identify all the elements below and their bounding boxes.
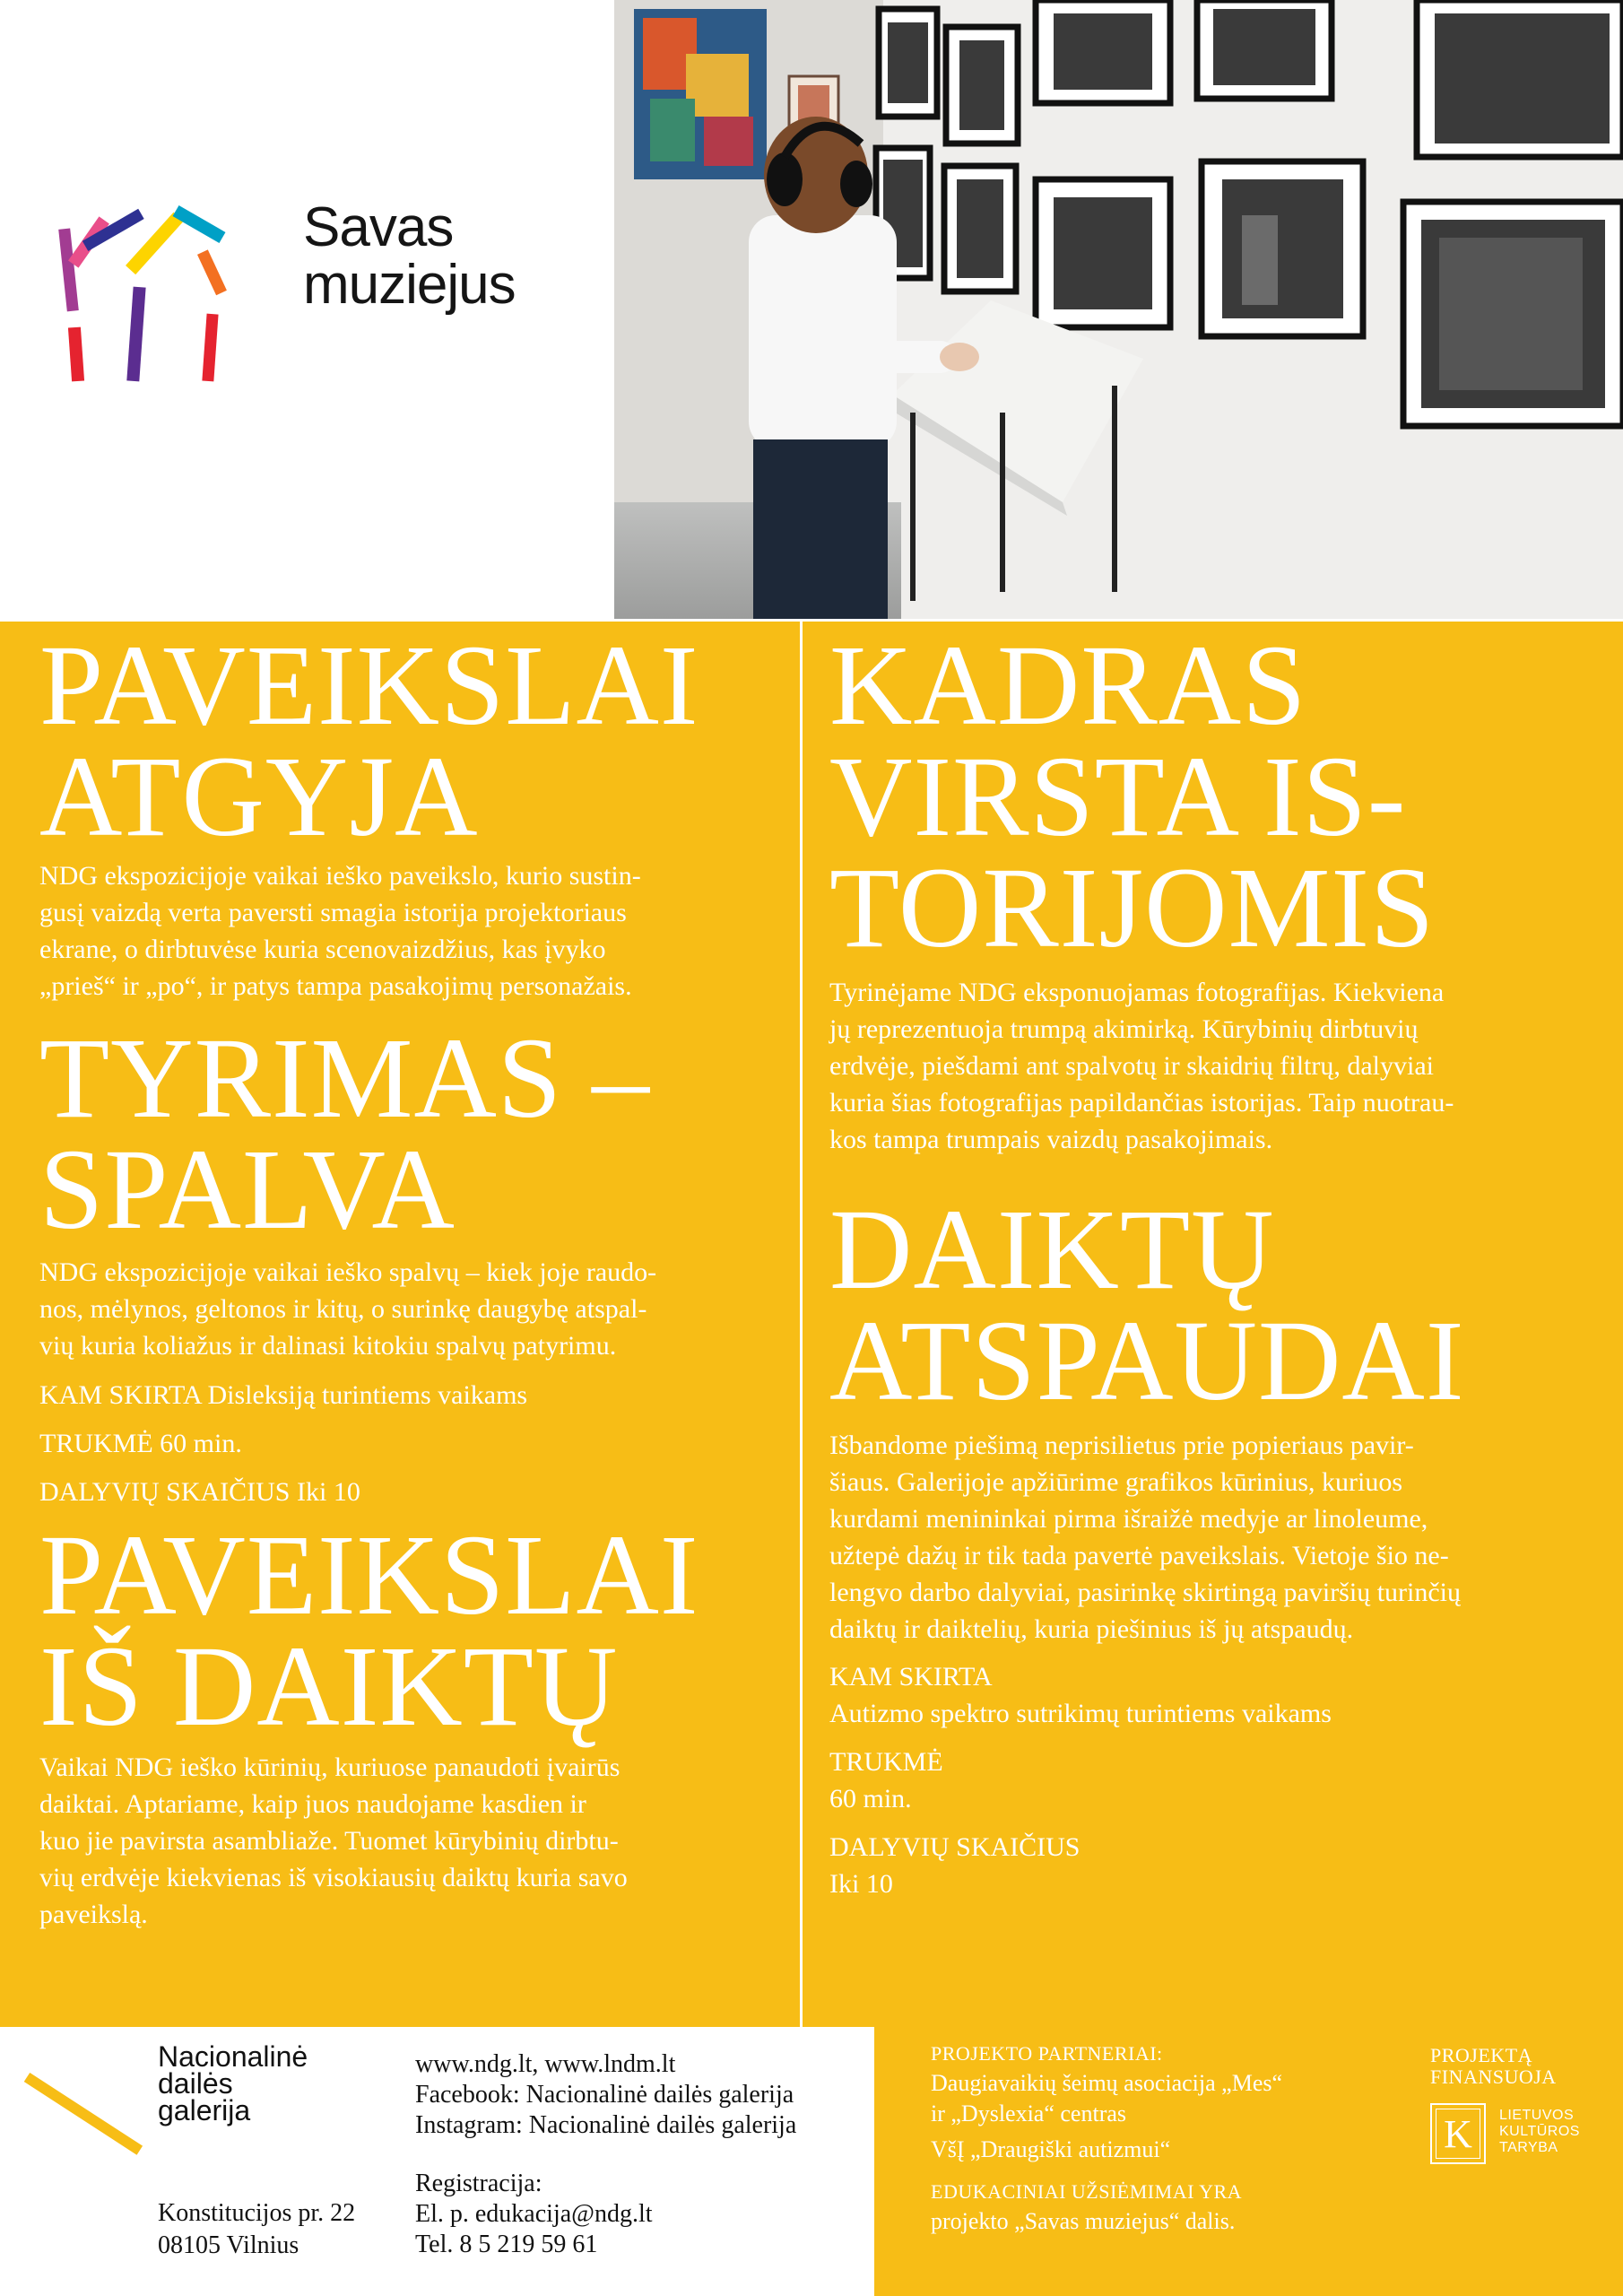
address-line: Konstitucijos pr. 22 [158, 2199, 356, 2227]
meta-participants-value: Iki 10 [829, 1869, 893, 1899]
section-title [829, 622, 1601, 971]
email-link[interactable]: El. p. edukacija@ndg.lt [415, 2200, 653, 2228]
section-kadras-virsta-istorijomis [829, 622, 1601, 1158]
text-line: užtepė dažų ir tik tada pavertė paveikslais. Vietoje šio ne- [829, 1541, 1449, 1570]
contacts [415, 2049, 796, 2141]
partners-list [931, 2068, 1379, 2165]
section-title [829, 1186, 1601, 1424]
section-text [829, 1427, 1601, 1648]
text-line: NDG ekspozicijoje vaikai ieško paveikslo, kurio sustin- [39, 861, 641, 891]
title-line: DAIKTŲ [829, 1186, 1275, 1313]
facebook-link[interactable]: Facebook: Nacionalinė dailės galerija [415, 2081, 794, 2109]
ltk-logo-icon [1430, 2103, 1486, 2164]
instagram-link[interactable]: Instagram: Nacionalinė dailės galerija [415, 2111, 797, 2139]
title-line: KADRAS [829, 622, 1307, 749]
text-line: ekrane, o dirbtuvėse kuria scenovaizdžius, kas įvyko [39, 935, 606, 964]
text-line: Tyrinėjame NDG eksponuojamas fotografijas. Kiekviena [829, 978, 1445, 1007]
title-line: VIRSTA IS- [829, 733, 1407, 860]
left-column [39, 622, 784, 1933]
ndg-address [158, 2197, 355, 2262]
text-line: NDG ekspozicijoje vaikai ieško spalvų – kiek joje raudo- [39, 1257, 657, 1287]
websites-link[interactable]: www.ndg.lt, www.lndm.lt [415, 2050, 676, 2078]
text-line: kos tampa trumpais vaizdų pasakojimais. [829, 1125, 1273, 1154]
text-line: kuo jie pavirsta asambliaže. Tuomet kūrybinių dirbtu- [39, 1826, 619, 1856]
title-line: TORIJOMIS [829, 844, 1436, 971]
section-paveikslai-atgyja [39, 622, 784, 1004]
title-line: PAVEIKSLAI [39, 622, 699, 749]
ltk-line: LIETUVOS [1499, 2108, 1575, 2123]
text-line: Išbandome piešimą neprisilietus prie popieriaus pavir- [829, 1431, 1414, 1460]
text-line: paveikslą. [39, 1900, 148, 1929]
meta-audience-value: Autizmo spektro sutrikimų turintiems vaikams [829, 1699, 1332, 1728]
partners [931, 2043, 1379, 2237]
section-text [39, 1749, 784, 1933]
partner-line: VšĮ „Draugiški autizmui“ [931, 2136, 1171, 2162]
text-line: daiktų ir daiktelių, kuria piešinius iš jų atspaudų. [829, 1614, 1354, 1644]
section-title [39, 622, 784, 860]
section-meta [39, 1377, 784, 1510]
section-text [829, 974, 1601, 1158]
address-line: 08105 Vilnius [158, 2231, 299, 2259]
text-line: „prieš“ ir „po“, ir patys tampa pasakojimų personažais. [39, 971, 632, 1001]
text-line: vių kuria koliažus ir dalinasi kitokiu spalvų patyrimu. [39, 1331, 617, 1361]
meta-duration-label: TRUKMĖ [829, 1747, 943, 1777]
meta-audience: KAM SKIRTA Disleksiją turintiems vaikams [39, 1380, 528, 1410]
meta-participants-label: DALYVIŲ SKAIČIUS [829, 1832, 1081, 1862]
ltk-line: KULTŪROS [1499, 2124, 1580, 2139]
partners-label: PROJEKTO PARTNERIAI: [931, 2042, 1163, 2065]
ndg-logo-name [158, 2040, 308, 2126]
title-line: SPALVA [39, 1126, 456, 1253]
meta-participants: DALYVIŲ SKAIČIUS Iki 10 [39, 1477, 360, 1507]
ndg-name-line: dailės [158, 2067, 233, 2100]
registration-label: Registracija: [415, 2170, 542, 2197]
text-line: kurdami menininkai pirma išraižė medyje ar linoleume, [829, 1504, 1428, 1534]
title-line: TYRIMAS – [39, 1014, 651, 1142]
meta-audience-label: KAM SKIRTA [829, 1662, 993, 1692]
title-line: IŠ DAIKTŲ [39, 1622, 619, 1750]
registration [415, 2169, 653, 2260]
finance-label [1430, 2045, 1557, 2088]
section-meta [829, 1658, 1601, 1902]
text-line: jų reprezentuoja trumpą akimirką. Kūrybinių dirbtuvių [829, 1014, 1419, 1044]
text-line: kuria šias fotografijas papildančias istorijas. Taip nuotrau- [829, 1088, 1454, 1118]
section-title [39, 1511, 784, 1750]
partner-line: ir „Dyslexia“ centras [931, 2100, 1127, 2126]
text-line: lengvo darbo dalyviai, pasirinkę skirtingą paviršių turinčių [829, 1578, 1462, 1607]
text-line: daiktai. Aptariame, kaip juos naudojame kasdien ir [39, 1789, 586, 1819]
section-tyrimas-spalva [39, 1014, 784, 1510]
gallery-photo [614, 0, 1623, 619]
text-line: šiaus. Galerijoje apžiūrime grafikos kūrinius, kuriuos [829, 1467, 1403, 1497]
phone-link[interactable]: Tel. 8 5 219 59 61 [415, 2231, 598, 2258]
text-line: nos, mėlynos, geltonos ir kitų, o surinkę daugybę atspal- [39, 1294, 647, 1324]
meta-duration: TRUKMĖ 60 min. [39, 1429, 242, 1458]
section-title [39, 1014, 784, 1253]
right-column [829, 622, 1601, 1902]
title-line: ATSPAUDAI [829, 1297, 1465, 1424]
title-line: ATGYJA [39, 733, 479, 860]
ltk-name [1499, 2108, 1580, 2156]
meta-duration-value: 60 min. [829, 1784, 912, 1813]
logo-wordmark [303, 196, 516, 316]
text-line: Vaikai NDG ieško kūrinių, kuriuose panaudoti įvairūs [39, 1752, 621, 1782]
section-daiktu-atspaudai [829, 1186, 1601, 1902]
column-divider [800, 619, 803, 2027]
partner-line: Daugiavaikių šeimų asociacija „Mes“ [931, 2070, 1283, 2096]
finance-line: PROJEKTĄ [1430, 2044, 1533, 2066]
savas-muziejus-logo-icon [54, 202, 287, 390]
ndg-name-line: galerija [158, 2094, 251, 2126]
logo-line-1: Savas [303, 196, 454, 258]
text-line: erdvėje, piešdami ant spalvotų ir skaidrių filtrų, dalyviai [829, 1051, 1434, 1081]
section-text [39, 1254, 784, 1364]
edu-label: EDUKACINIAI UŽSIĖMIMAI YRA [931, 2180, 1243, 2203]
ltk-line: TARYBA [1499, 2140, 1558, 2155]
logo-line-2: muziejus [303, 254, 516, 316]
text-line: gusį vaizdą verta paversti smagia istorija projektoriaus [39, 898, 627, 927]
ndg-name-line: Nacionalinė [158, 2040, 308, 2073]
edu-text: projekto „Savas muziejus“ dalis. [931, 2208, 1236, 2234]
finance-line: FINANSUOJA [1430, 2066, 1557, 2088]
ltk-letter: K [1436, 2109, 1480, 2159]
text-line: vių erdvėje kiekvienas iš visokiausių daiktų kuria savo [39, 1863, 628, 1892]
title-line: PAVEIKSLAI [39, 1511, 699, 1639]
section-paveikslai-is-daiktu [39, 1511, 784, 1933]
section-text [39, 857, 784, 1004]
